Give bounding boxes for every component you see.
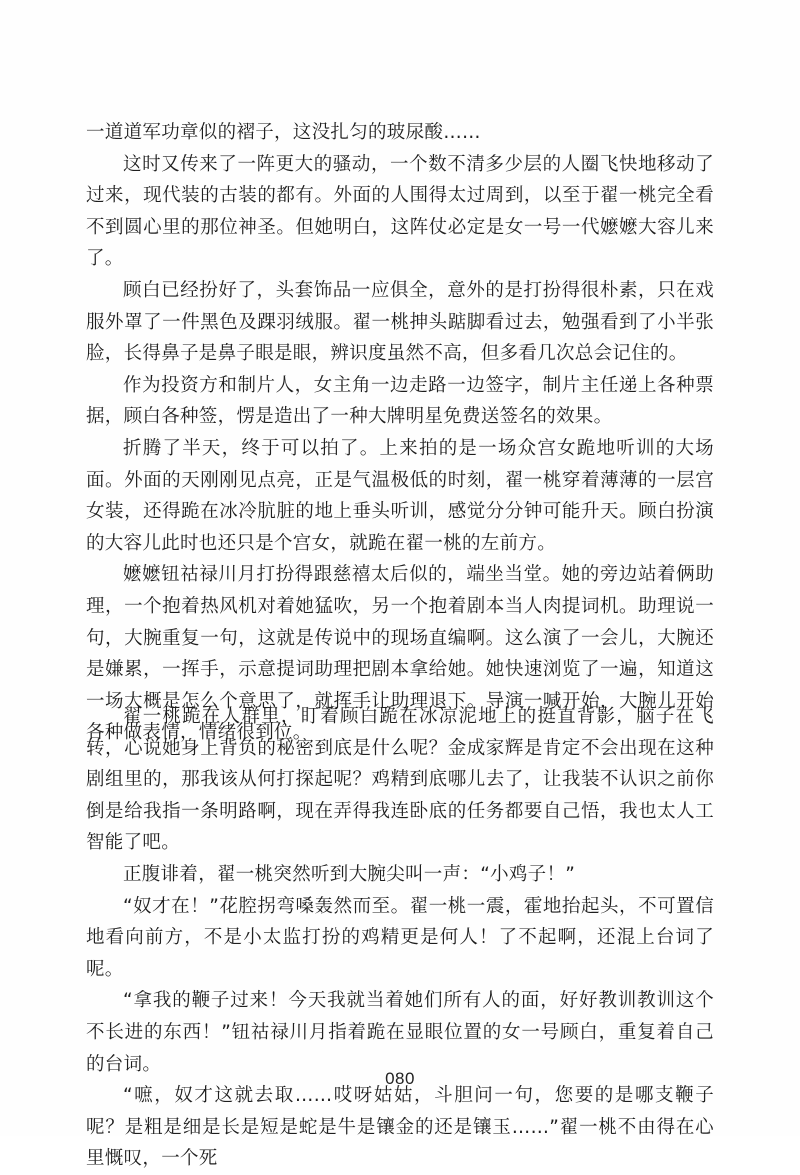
paragraph: “拿我的鞭子过来！今天我就当着她们所有人的面，好好教训教训这个不长进的东西！”钮祜禄川月指着跪在显眼位置的女一号顾白，重复着自己的台词。	[86, 990, 714, 1075]
paragraph: 折腾了半天，终于可以拍了。上来拍的是一场众宫女跪地听训的大场面。外面的天刚刚见点亮，正是气温极低的时刻，翟一桃穿着薄薄的一层宫女装，还得跪在冰冷肮脏的地上垂头听训，感觉分分钟可能升天。顾白扮演的大容儿此时也还只是个宫女，就跪在翟一桃的左前方。	[86, 437, 714, 554]
paragraph: “奴才在！”花腔拐弯嗓轰然而至。翟一桃一震，霍地抬起头，不可置信地看向前方，不是小太监打扮的鸡精更是何人！了不起啊，还混上台词了呢。	[86, 895, 714, 980]
paragraph: “嗻，奴才这就去取……哎呀姑姑，斗胆问一句，您要的是哪支鞭子呢？是粗是细是长是短是蛇是牛是镶金的还是镶玉……”翟一桃不由得在心里慨叹，一个死	[86, 1085, 714, 1170]
paragraph: 一道道军功章似的褶子，这没扎匀的玻尿酸……	[86, 122, 481, 143]
text-section-1	[86, 117, 714, 749]
paragraph: 嬷嬷钮祜禄川月打扮得跟慈禧太后似的，端坐当堂。她的旁边站着俩助理，一个抱着热风机对着她猛吹，另一个抱着剧本当人肉提词机。助理说一句，大腕重复一句，这就是传说中的现场直编啊。这么演了一会儿，大腕还是嫌累，一挥手，示意提词助理把剧本拿给她。她快速浏览了一遍，知道这一场大概是怎么个意思了，就挥手让助理退下。导演一喊开始，大腕儿开始各种做表情，情绪很到位。	[86, 564, 714, 744]
paragraph: 作为投资方和制片人，女主角一边走路一边签字，制片主任递上各种票据，顾白各种签，愣是造出了一种大牌明星免费送签名的效果。	[86, 374, 714, 428]
paragraph: 这时又传来了一阵更大的骚动，一个数不清多少层的人圈飞快地移动了过来，现代装的古装的都有。外面的人围得太过周到，以至于翟一桃完全看不到圆心里的那位神圣。但她明白，这阵仗必定是女一号一代嬷嬷大容儿来了。	[86, 153, 714, 270]
paragraph: 翟一桃跪在人群里，盯着顾白跪在冰凉泥地上的挺直背影，脑子在飞转，心说她身上背负的秘密到底是什么呢？金成家辉是肯定不会出现在这种剧组里的，那我该从何打探起呢？鸡精到底哪儿去了，让我装不认识之前你倒是给我指一条明路啊，现在弄得我连卧底的任务都要自己悟，我也太人工智能了吧。	[86, 706, 714, 854]
paragraph: 正腹诽着，翟一桃突然听到大腕尖叫一声：“小鸡子！”	[123, 863, 576, 885]
page-number: 080	[385, 1069, 415, 1088]
paragraph: 顾白已经扮好了，头套饰品一应俱全，意外的是打扮得很朴素，只在戏服外罩了一件黑色及踝羽绒服。翟一桃抻头踮脚看过去，勉强看到了小半张脸，长得鼻子是鼻子眼是眼，辨识度虽然不高，但多看几次总会记住的。	[86, 279, 714, 365]
text-section-2	[86, 701, 714, 1175]
